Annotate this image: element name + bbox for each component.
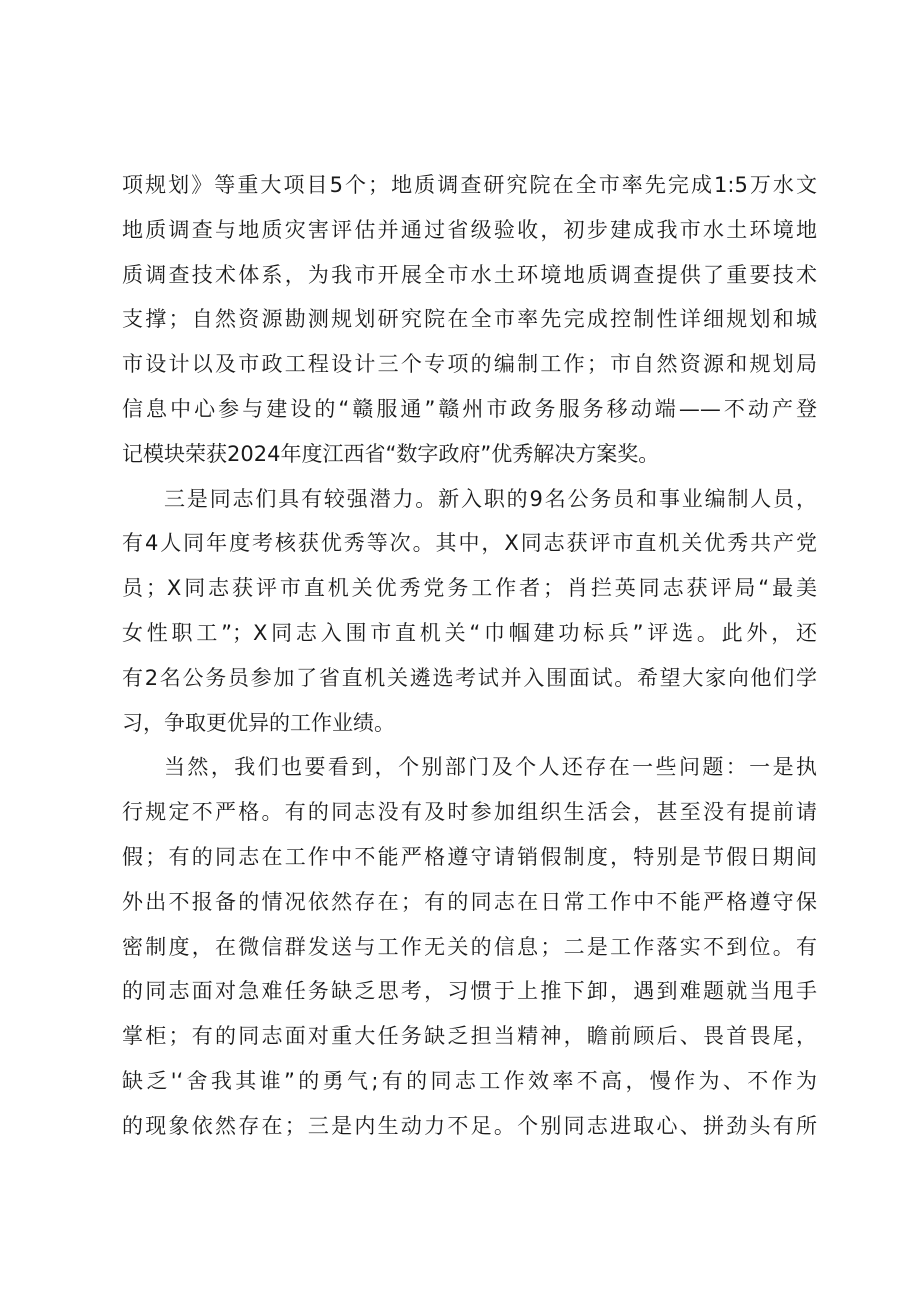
text-line: 缺乏'‘舍我其谁”的勇气;有的同志工作效率不高，慢作为、不作为: [122, 1068, 817, 1093]
text-line: 项规划》等重大项目5个；地质调查研究院在全市率先完成1:5万水文: [122, 173, 817, 197]
text-line: 有4人同年度考核获优秀等次。其中，X同志获评市直机关优秀共产党: [122, 531, 817, 556]
text-line: 信息中心参与建设的“赣服通”赣州市政务服务移动端——不动产登: [122, 396, 817, 421]
text-line: 支撑；自然资源勘测规划研究院在全市率先完成控制性详细规划和城: [122, 307, 817, 332]
text-line: 假；有的同志在工作中不能严格遵守请销假制度，特别是节假日期间: [122, 844, 817, 869]
paragraph: [122, 477, 817, 746]
text-line: 市设计以及市政工程设计三个专项的编制工作；市自然资源和规划局: [122, 352, 817, 377]
text-line: 密制度，在微信群发送与工作无关的信息；二是工作落实不到位。有: [122, 934, 817, 959]
text-line: 质调查技术体系，为我市开展全市水土环境地质调查提供了重要技术: [122, 262, 817, 287]
text-line: 地质调查与地质灾害评估并通过省级验收，初步建成我市水土环境地: [122, 217, 817, 242]
text-line: 当然，我们也要看到，个别部门及个人还存在一些问题：一是执: [164, 755, 817, 780]
text-line: 三是同志们具有较强潜力。新入职的9名公务员和事业编制人员，: [164, 486, 817, 511]
text-line: 掌柜；有的同志面对重大任务缺乏担当精神，瞻前顾后、畏首畏尾，: [122, 1024, 817, 1049]
text-line: 员；X同志获评市直机关优秀党务工作者；肖拦英同志获评局“最美: [122, 576, 817, 601]
text-line: 记模块荣获2024年度江西省“数字政府”优秀解决方案奖。: [122, 441, 660, 466]
text-line: 女性职工”；X同志入围市直机关“巾帼建功标兵”评选。此外，还: [122, 620, 817, 645]
text-line: 行规定不严格。有的同志没有及时参加组织生活会，甚至没有提前请: [122, 800, 817, 825]
text-line: 习，争取更优异的工作业绩。: [122, 710, 395, 735]
paragraph: [122, 745, 817, 1148]
text-line: 的同志面对急难任务缺乏思考，习惯于上推下卸，遇到难题就当甩手: [122, 979, 817, 1004]
document-body: [122, 163, 817, 1149]
text-line: 外出不报备的情况依然存在；有的同志在日常工作中不能严格遵守保: [122, 889, 817, 914]
paragraph: [122, 163, 817, 477]
text-line: 的现象依然存在；三是内生动力不足。个别同志进取心、拼劲头有所: [122, 1113, 817, 1138]
text-line: 有2名公务员参加了省直机关遴选考试并入围面试。希望大家向他们学: [122, 665, 817, 690]
